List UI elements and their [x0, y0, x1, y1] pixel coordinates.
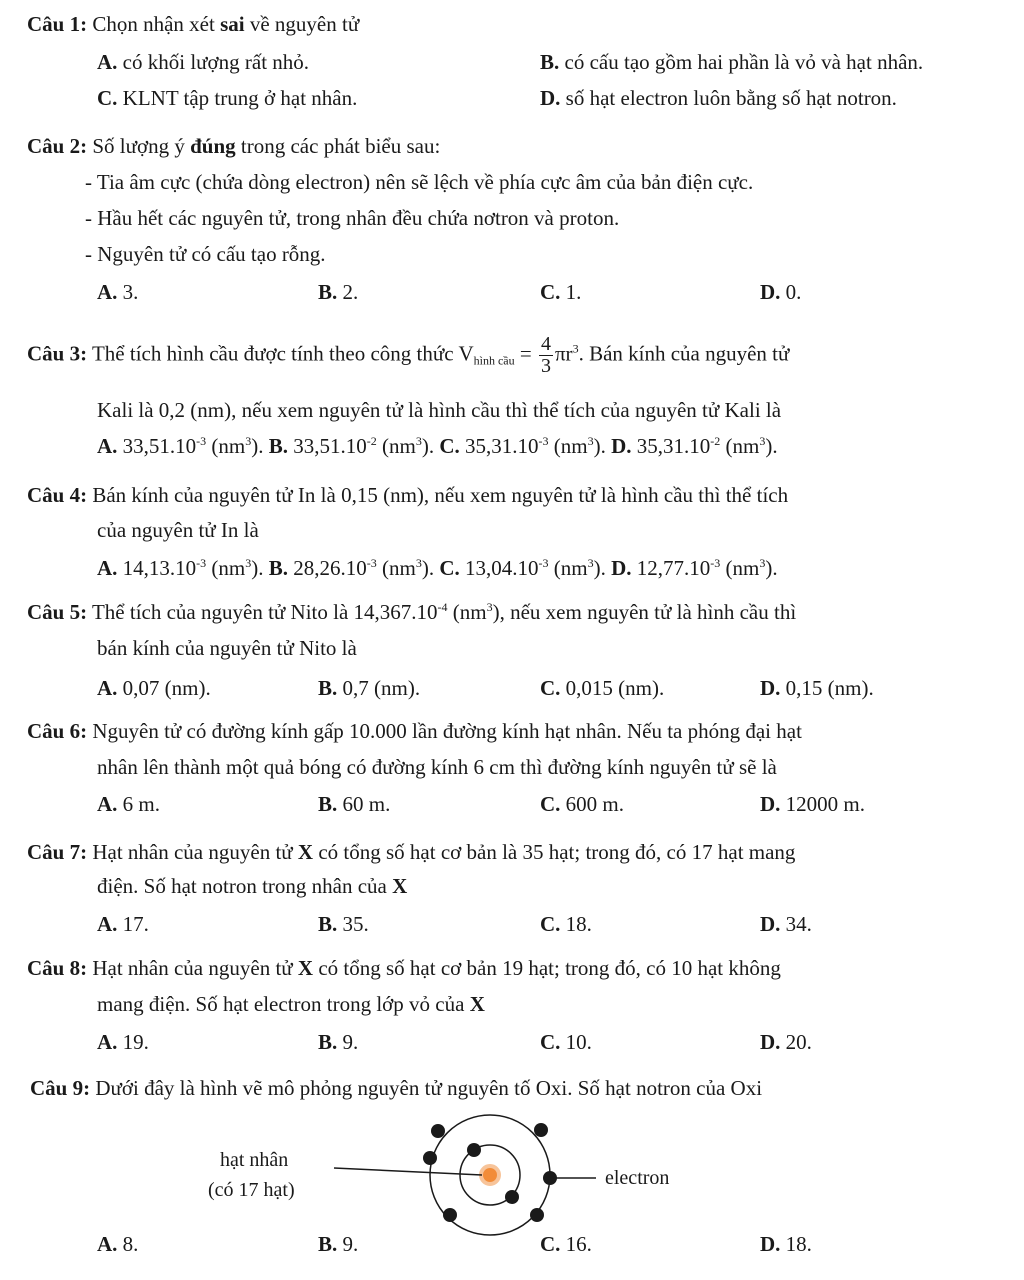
q6-line-2: nhân lên thành một quả bóng có đường kính 6 cm thì đường kính nguyên tử sẽ là — [97, 755, 777, 779]
q5-text: Thể tích của nguyên tử Nito là 14,367.10 — [91, 600, 438, 624]
opt-text: 35,31.10 — [631, 434, 711, 458]
q7-x: X — [297, 840, 314, 864]
opt-text: 12,77.10 — [631, 556, 711, 580]
unit: (nm — [548, 556, 588, 580]
q3-equals: = — [514, 341, 537, 366]
opt-text: số hạt electron luôn bằng số hạt notron. — [560, 86, 897, 110]
q2-bold: đúng — [190, 134, 236, 158]
q3-subscript: hình cầu — [473, 353, 515, 368]
q1-text: Chọn nhận xét — [92, 12, 221, 36]
nucleus — [481, 1166, 499, 1184]
unit: (nm — [548, 434, 588, 458]
opt-text: 0. — [780, 280, 802, 304]
electron-label: electron — [605, 1167, 670, 1189]
q2-statement-3: - Nguyên tử có cấu tạo rỗng. — [85, 242, 326, 266]
opt-letter: B. — [268, 556, 289, 580]
q7-x: X — [392, 874, 408, 898]
exponent: -2 — [366, 434, 377, 448]
q4-number: Câu 4: — [27, 483, 88, 507]
opt-text: 18. — [560, 912, 592, 936]
opt-letter: A. — [97, 676, 118, 700]
opt-letter: C. — [439, 556, 460, 580]
unit: (nm — [720, 434, 760, 458]
opt-text: 2. — [337, 280, 359, 304]
exponent: -3 — [196, 556, 207, 570]
opt-letter: D. — [760, 912, 781, 936]
q4-text: Bán kính của nguyên tử In là 0,15 (nm), nếu xem nguyên tử là hình cầu thì thể tích — [92, 483, 789, 507]
q9-option-b[interactable] — [318, 1232, 358, 1257]
opt-letter: A. — [97, 556, 118, 580]
opt-text: 8. — [117, 1232, 139, 1256]
unit: ). — [765, 556, 778, 580]
q8-x: X — [469, 992, 485, 1016]
electron — [431, 1124, 445, 1138]
opt-letter: A. — [97, 792, 118, 816]
opt-text: 16. — [560, 1232, 592, 1256]
opt-text: 0,015 (nm). — [560, 676, 665, 700]
q8-text-post: có tổng số hạt cơ bản 19 hạt; trong đó, có 10 hạt không — [313, 956, 781, 980]
opt-letter: B. — [318, 1232, 338, 1256]
q2-text: Số lượng ý — [92, 134, 191, 158]
q2-number: Câu 2: — [27, 134, 88, 158]
electron — [423, 1151, 437, 1165]
opt-letter: D. — [760, 676, 781, 700]
opt-text: 28,26.10 — [288, 556, 367, 580]
opt-letter: B. — [318, 792, 338, 816]
exponent: 3 — [415, 434, 422, 448]
opt-letter: D. — [760, 280, 781, 304]
exponent: -3 — [366, 556, 377, 570]
opt-letter: B. — [268, 434, 289, 458]
q9-option-d[interactable] — [760, 1232, 812, 1257]
q7-line-2-text: điện. Số hạt notron trong nhân của — [97, 874, 393, 898]
exponent: 3 — [587, 556, 594, 570]
q7-text: Hạt nhân của nguyên tử — [92, 840, 298, 864]
opt-letter: A. — [97, 434, 118, 458]
exponent: -3 — [538, 434, 549, 448]
q8-line-2-text: mang điện. Số hạt electron trong lớp vỏ của — [97, 992, 470, 1016]
q9-text: Dưới đây là hình vẽ mô phỏng nguyên tử nguyên tố Oxi. Số hạt notron của Oxi — [95, 1076, 763, 1100]
exponent: 3 — [587, 434, 594, 448]
opt-letter: A. — [97, 280, 118, 304]
opt-text: 35,31.10 — [459, 434, 539, 458]
electron — [530, 1208, 544, 1222]
unit: ). — [251, 556, 264, 580]
opt-letter: C. — [540, 676, 561, 700]
electron — [505, 1190, 519, 1204]
opt-text: 35. — [337, 912, 369, 936]
unit: ). — [251, 434, 264, 458]
q9-number: Câu 9: — [30, 1076, 91, 1100]
q3-number: Câu 3: — [27, 341, 88, 366]
q9-option-a[interactable] — [97, 1232, 138, 1257]
opt-letter: B. — [318, 280, 338, 304]
q3-line-2: Kali là 0,2 (nm), nếu xem nguyên tử là hình cầu thì thể tích của nguyên tử Kali là — [97, 398, 782, 422]
opt-letter: D. — [540, 86, 561, 110]
opt-letter: C. — [540, 912, 561, 936]
exponent: 3 — [572, 341, 579, 356]
unit: (nm — [206, 556, 246, 580]
fraction-denominator: 3 — [540, 355, 551, 377]
opt-letter: C. — [439, 434, 460, 458]
opt-letter: B. — [318, 676, 338, 700]
opt-letter: B. — [540, 50, 560, 74]
electron — [443, 1208, 457, 1222]
opt-letter: C. — [97, 86, 118, 110]
q3-text-post: . Bán kính của nguyên tử — [578, 341, 790, 366]
unit: (nm — [447, 600, 487, 624]
unit: (nm — [376, 556, 416, 580]
opt-text: 33,51.10 — [117, 434, 197, 458]
exponent: -3 — [196, 434, 207, 448]
unit: ). — [593, 434, 606, 458]
q5-text-post: ), nếu xem nguyên tử là hình cầu thì — [492, 600, 797, 624]
q3-text: Thể tích hình cầu được tính theo công thức V — [91, 341, 474, 366]
opt-text: 33,51.10 — [288, 434, 367, 458]
nucleus-count-label: (có 17 hạt) — [208, 1179, 295, 1201]
opt-text: 9. — [337, 1232, 359, 1256]
q2-statement-1: - Tia âm cực (chứa dòng electron) nên sẽ lệch về phía cực âm của bản điện cực. — [85, 170, 754, 194]
opt-text: 14,13.10 — [117, 556, 197, 580]
opt-text: 0,15 (nm). — [780, 676, 874, 700]
exponent: -3 — [710, 556, 721, 570]
nucleus-label: hạt nhân — [220, 1149, 289, 1171]
q8-text: Hạt nhân của nguyên tử — [92, 956, 298, 980]
electron — [534, 1123, 548, 1137]
opt-text: KLNT tập trung ở hạt nhân. — [117, 86, 358, 110]
opt-letter: D. — [760, 1030, 781, 1054]
exponent: -3 — [538, 556, 549, 570]
q7-text-post: có tổng số hạt cơ bản là 35 hạt; trong đó, có 17 hạt mang — [313, 840, 796, 864]
opt-letter: D. — [611, 434, 632, 458]
opt-text: 0,7 (nm). — [337, 676, 421, 700]
q6-text: Nguyên tử có đường kính gấp 10.000 lần đường kính hạt nhân. Nếu ta phóng đại hạt — [92, 719, 802, 743]
opt-text: 13,04.10 — [459, 556, 539, 580]
opt-text: 20. — [780, 1030, 812, 1054]
opt-text: 60 m. — [337, 792, 391, 816]
unit: ). — [421, 556, 435, 580]
opt-letter: A. — [97, 50, 118, 74]
opt-letter: A. — [97, 912, 118, 936]
exponent: -4 — [437, 600, 448, 614]
opt-text: 19. — [117, 1030, 149, 1054]
exponent: 3 — [759, 434, 766, 448]
opt-letter: D. — [760, 792, 781, 816]
opt-text: 6 m. — [117, 792, 161, 816]
opt-letter: B. — [318, 1030, 338, 1054]
opt-text: 18. — [780, 1232, 812, 1256]
opt-letter: C. — [540, 280, 561, 304]
exponent: 3 — [245, 556, 252, 570]
opt-text: 10. — [560, 1030, 592, 1054]
opt-text: có khối lượng rất nhỏ. — [117, 50, 310, 74]
q8-x: X — [297, 956, 314, 980]
q6-number: Câu 6: — [27, 719, 88, 743]
q2-text-post: trong các phát biểu sau: — [235, 134, 441, 158]
q1-bold: sai — [220, 12, 245, 36]
opt-letter: C. — [540, 1030, 561, 1054]
opt-text: 9. — [337, 1030, 359, 1054]
q4-line-2: của nguyên tử In là — [97, 518, 259, 542]
unit: ). — [593, 556, 606, 580]
unit: (nm — [376, 434, 416, 458]
q1-number: Câu 1: — [27, 12, 88, 36]
q2-statement-2: - Hầu hết các nguyên tử, trong nhân đều chứa nơtron và proton. — [85, 206, 620, 230]
opt-text: 600 m. — [560, 792, 625, 816]
exponent: 3 — [759, 556, 766, 570]
q1-text-post: về nguyên tử — [244, 12, 360, 36]
opt-text: có cấu tạo gồm hai phần là vỏ và hạt nhân. — [559, 50, 924, 74]
unit: (nm — [720, 556, 760, 580]
unit: ). — [421, 434, 435, 458]
q5-number: Câu 5: — [27, 600, 88, 624]
opt-letter: C. — [540, 792, 561, 816]
q7-number: Câu 7: — [27, 840, 88, 864]
electron — [467, 1143, 481, 1157]
opt-text: 17. — [117, 912, 149, 936]
fraction-numerator: 4 — [540, 333, 551, 355]
q8-number: Câu 8: — [27, 956, 88, 980]
opt-letter: A. — [97, 1030, 118, 1054]
opt-letter: D. — [611, 556, 632, 580]
opt-letter: B. — [318, 912, 338, 936]
pi-r: πr — [554, 341, 573, 366]
unit: ). — [765, 434, 778, 458]
exponent: -2 — [710, 434, 721, 448]
opt-letter: D. — [760, 1232, 781, 1256]
exponent: 3 — [486, 600, 493, 614]
electron — [543, 1171, 557, 1185]
q5-line-2: bán kính của nguyên tử Nito là — [97, 636, 357, 660]
q9-option-c[interactable] — [540, 1232, 592, 1257]
opt-text: 34. — [780, 912, 812, 936]
opt-text: 3. — [117, 280, 139, 304]
opt-text: 12000 m. — [780, 792, 866, 816]
unit: (nm — [206, 434, 246, 458]
opt-letter: C. — [540, 1232, 561, 1256]
opt-letter: A. — [97, 1232, 118, 1256]
exponent: 3 — [245, 434, 252, 448]
opt-text: 1. — [560, 280, 582, 304]
opt-text: 0,07 (nm). — [117, 676, 211, 700]
exponent: 3 — [415, 556, 422, 570]
